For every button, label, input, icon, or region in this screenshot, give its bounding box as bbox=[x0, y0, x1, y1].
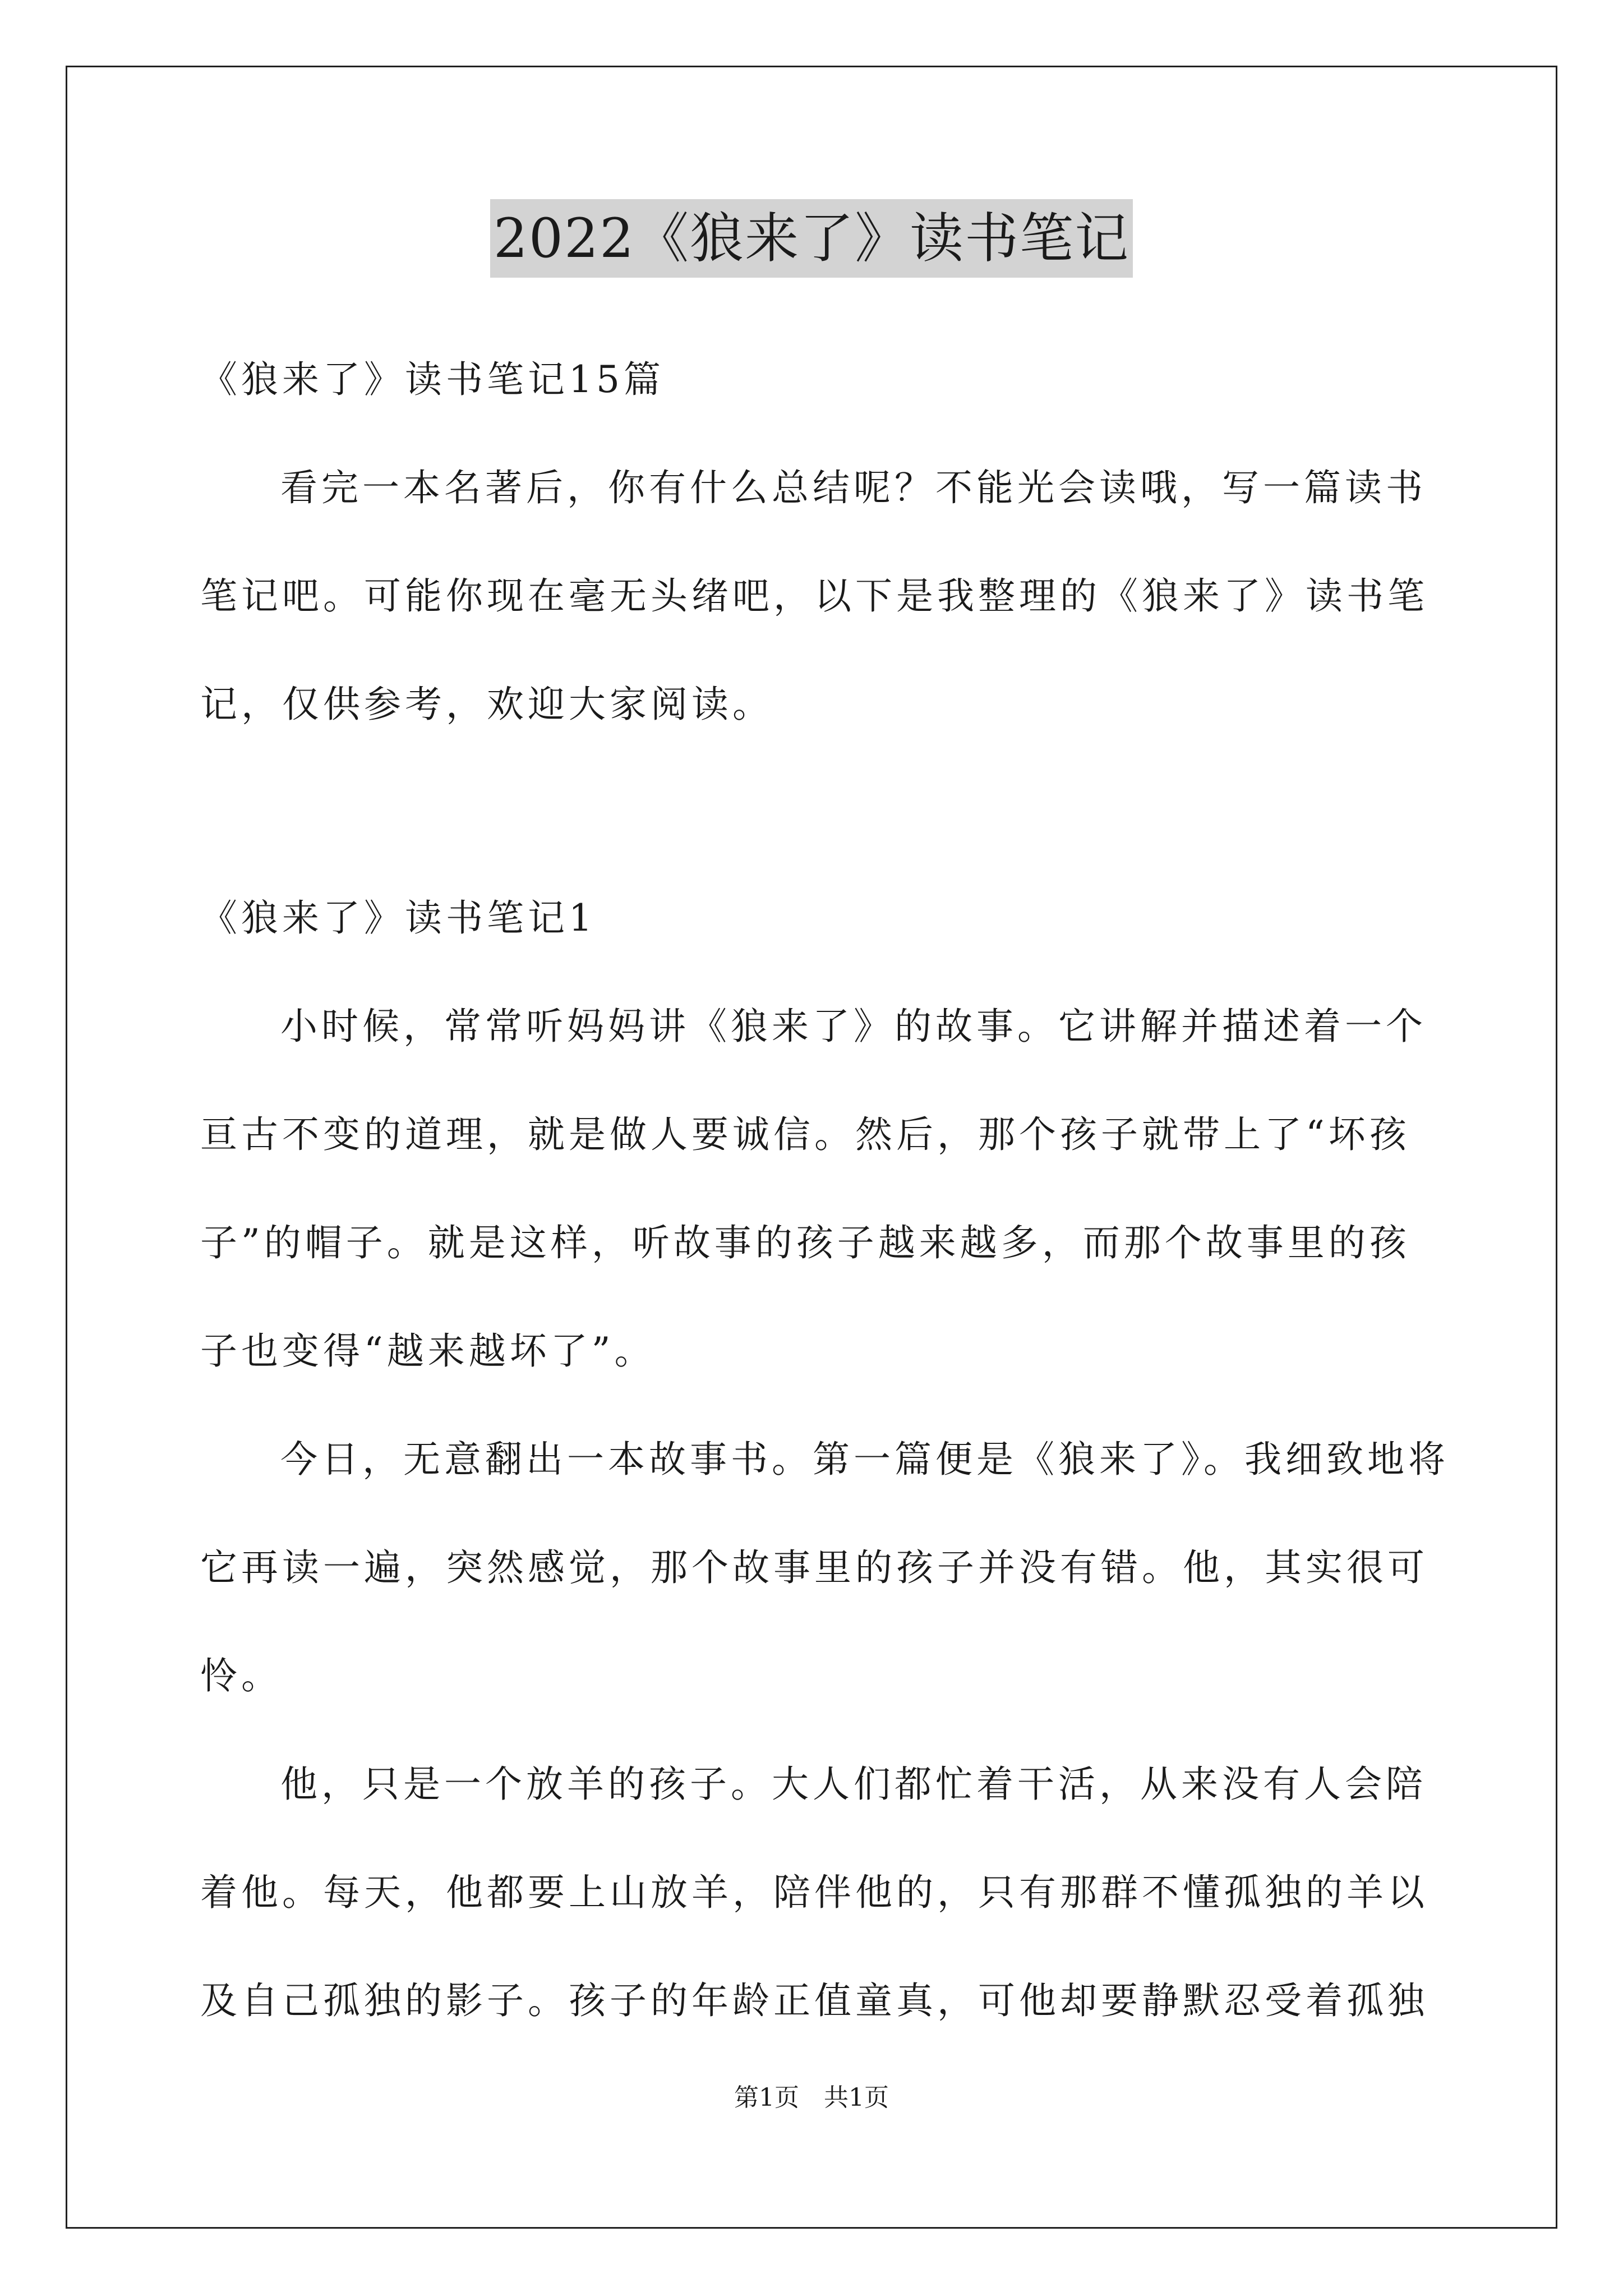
paragraph-line: 亘古不变的道理，就是做人要诚信。然后，那个孩子就带上了“坏孩 bbox=[200, 1113, 1410, 1156]
intro-line: 笔记吧。可能你现在毫无头绪吧，以下是我整理的《狼来了》读书笔 bbox=[200, 574, 1428, 618]
intro-line: 记，仅供参考，欢迎大家阅读。 bbox=[200, 683, 773, 726]
paragraph-line: 着他。每天，他都要上山放羊，陪伴他的，只有那群不懂孤独的羊以 bbox=[200, 1871, 1428, 1914]
paragraph-line: 怜。 bbox=[200, 1654, 282, 1697]
intro-line: 看完一本名著后，你有什么总结呢？不能光会读哦，写一篇读书 bbox=[280, 466, 1427, 509]
paragraph-line: 子也变得“越来越坏了”。 bbox=[200, 1329, 656, 1373]
document-subtitle: 《狼来了》读书笔记15篇 bbox=[200, 358, 665, 401]
section-heading: 《狼来了》读书笔记1 bbox=[200, 896, 596, 940]
paragraph-line: 今日，无意翻出一本故事书。第一篇便是《狼来了》。我细致地将 bbox=[280, 1438, 1449, 1481]
paragraph-line: 他，只是一个放羊的孩子。大人们都忙着干活，从来没有人会陪 bbox=[280, 1763, 1427, 1806]
paragraph-line: 子”的帽子。就是这样，听故事的孩子越来越多，而那个故事里的孩 bbox=[200, 1221, 1410, 1264]
page-footer: 第1页 共1页 bbox=[734, 2083, 889, 2112]
paragraph-line: 小时候，常常听妈妈讲《狼来了》的故事。它讲解并描述着一个 bbox=[280, 1005, 1427, 1048]
document-title: 2022《狼来了》读书笔记 bbox=[490, 199, 1133, 278]
paragraph-line: 它再读一遍，突然感觉，那个故事里的孩子并没有错。他，其实很可 bbox=[200, 1546, 1428, 1589]
paragraph-line: 及自己孤独的影子。孩子的年龄正值童真，可他却要静默忍受着孤独 bbox=[200, 1979, 1428, 2022]
title-container bbox=[0, 199, 1623, 278]
